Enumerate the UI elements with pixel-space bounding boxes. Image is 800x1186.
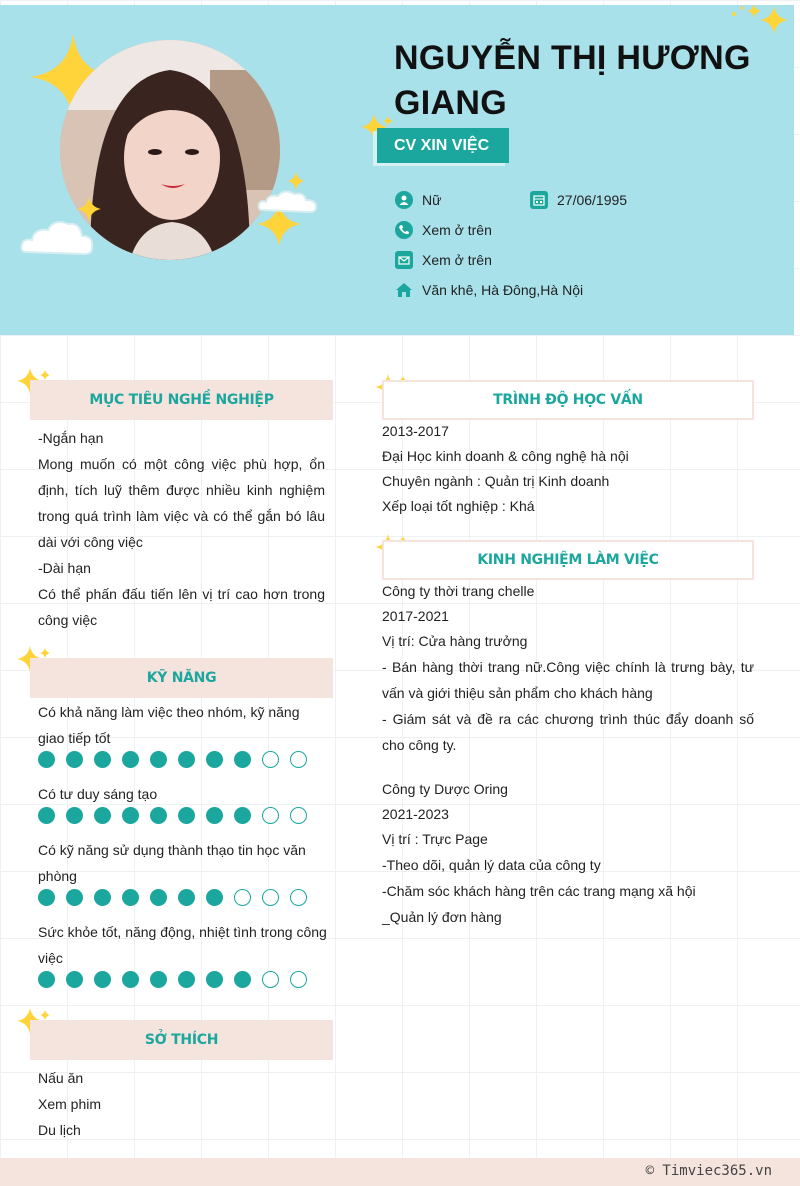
rating-dot-filled <box>122 971 139 988</box>
rating-dot-filled <box>206 971 223 988</box>
footer-credit: © Timviec365.vn <box>645 1163 772 1179</box>
education-content <box>382 419 754 519</box>
section-hobbies-title: SỞ THÍCH <box>30 1020 333 1060</box>
skill-4-label: Sức khỏe tốt, năng động, nhiệt tình trong công việc <box>38 924 327 966</box>
job-years: 2017-2021 <box>382 608 449 624</box>
info-email <box>395 250 492 270</box>
objective-content <box>38 425 325 633</box>
rating-dot-filled <box>122 889 139 906</box>
rating-dot-empty <box>234 889 251 906</box>
email-value: Xem ở trên <box>422 252 492 268</box>
section-education-title: TRÌNH ĐỘ HỌC VẤN <box>382 380 754 420</box>
objective-short-label: -Ngắn hạn <box>38 430 104 446</box>
candidate-name <box>394 36 774 126</box>
rating-dot-filled <box>178 807 195 824</box>
rating-dot-filled <box>38 889 55 906</box>
rating-dot-filled <box>66 751 83 768</box>
job-company: Công ty thời trang chelle <box>382 583 535 599</box>
info-phone <box>395 220 492 240</box>
skill-3-label: Có kỹ năng sử dụng thành thạo tin học văn phòng <box>38 842 306 884</box>
experience-job-1 <box>382 579 754 758</box>
gender-value: Nữ <box>422 192 442 208</box>
info-address <box>395 280 583 300</box>
hobby-item: Du lịch <box>38 1122 81 1138</box>
cv-tag: CV XIN VIỆC <box>377 128 509 163</box>
skill-3-rating <box>38 889 307 906</box>
hobby-item: Xem phim <box>38 1096 102 1112</box>
education-years: 2013-2017 <box>382 423 449 439</box>
objective-long-text: Có thể phấn đấu tiến lên vị trí cao hơn trong công việc <box>38 586 325 628</box>
skill-2-label: Có tư duy sáng tạo <box>38 786 158 802</box>
job-description: -Theo dõi, quản lý data của công ty <box>382 857 601 873</box>
job-company: Công ty Dược Oring <box>382 781 508 797</box>
rating-dot-filled <box>178 971 195 988</box>
rating-dot-filled <box>38 751 55 768</box>
info-gender <box>395 190 441 210</box>
education-grade: Xếp loại tốt nghiệp : Khá <box>382 498 535 514</box>
rating-dot-filled <box>94 807 111 824</box>
candidate-name-line-1: NGUYỄN THỊ HƯƠNG <box>394 39 751 77</box>
rating-dot-filled <box>234 751 251 768</box>
rating-dot-filled <box>66 889 83 906</box>
rating-dot-filled <box>94 971 111 988</box>
job-description: - Giám sát và đề ra các chương trình thúc đẩy doanh số cho công ty. <box>382 711 754 753</box>
section-experience-title: KINH NGHIỆM LÀM VIỆC <box>382 540 754 580</box>
rating-dot-empty <box>290 889 307 906</box>
rating-dot-filled <box>66 971 83 988</box>
sparkle-icon <box>724 4 794 36</box>
rating-dot-filled <box>234 807 251 824</box>
phone-icon <box>395 221 413 239</box>
header-scallop <box>0 300 794 340</box>
candidate-name-line-2: GIANG <box>394 84 507 122</box>
job-description: - Bán hàng thời trang nữ.Công việc chính là trưng bày, tư vấn và giới thiệu sản phẩm cho khách hàng <box>382 659 754 701</box>
skill-1-label: Có khả năng làm việc theo nhóm, kỹ năng giao tiếp tốt <box>38 704 300 746</box>
skill-1-rating <box>38 751 307 768</box>
rating-dot-filled <box>94 751 111 768</box>
hobbies-list <box>38 1065 328 1143</box>
rating-dot-filled <box>94 889 111 906</box>
address-value: Văn khê, Hà Đông,Hà Nội <box>422 282 584 298</box>
section-objective-title: MỤC TIÊU NGHỀ NGHIỆP <box>30 380 333 420</box>
rating-dot-filled <box>66 807 83 824</box>
job-description: -Chăm sóc khách hàng trên các trang mạng xã hội <box>382 883 696 899</box>
rating-dot-empty <box>290 807 307 824</box>
skill-4-rating <box>38 971 307 988</box>
rating-dot-empty <box>290 971 307 988</box>
skill-2-rating <box>38 807 307 824</box>
rating-dot-filled <box>178 751 195 768</box>
job-position: Vị trí : Trực Page <box>382 831 488 847</box>
rating-dot-filled <box>150 807 167 824</box>
rating-dot-filled <box>150 889 167 906</box>
hobby-item: Nấu ăn <box>38 1070 84 1086</box>
phone-value: Xem ở trên <box>422 222 492 238</box>
rating-dot-filled <box>206 751 223 768</box>
job-position: Vị trí: Cửa hàng trưởng <box>382 633 528 649</box>
footer-bar <box>0 1158 800 1186</box>
education-school: Đại Học kinh doanh & công nghệ hà nội <box>382 448 629 464</box>
dob-value: 27/06/1995 <box>557 192 628 208</box>
rating-dot-empty <box>262 971 279 988</box>
rating-dot-filled <box>38 971 55 988</box>
mail-icon <box>395 251 413 269</box>
calendar-icon <box>530 191 548 209</box>
job-years: 2021-2023 <box>382 806 449 822</box>
cloud-icon <box>18 212 98 262</box>
experience-job-2 <box>382 777 754 930</box>
rating-dot-empty <box>262 889 279 906</box>
rating-dot-filled <box>234 971 251 988</box>
home-icon <box>395 281 413 299</box>
job-description: _Quản lý đơn hàng <box>382 909 502 925</box>
rating-dot-filled <box>38 807 55 824</box>
info-dob <box>530 190 627 210</box>
rating-dot-filled <box>206 807 223 824</box>
section-skills-title: KỸ NĂNG <box>30 658 333 698</box>
objective-long-label: -Dài hạn <box>38 560 91 576</box>
rating-dot-filled <box>150 971 167 988</box>
rating-dot-filled <box>150 751 167 768</box>
education-major: Chuyên ngành : Quản trị Kinh doanh <box>382 473 610 489</box>
rating-dot-empty <box>290 751 307 768</box>
rating-dot-empty <box>262 751 279 768</box>
rating-dot-filled <box>178 889 195 906</box>
rating-dot-filled <box>122 807 139 824</box>
rating-dot-empty <box>262 807 279 824</box>
cloud-icon <box>256 186 320 216</box>
rating-dot-filled <box>122 751 139 768</box>
objective-short-text: Mong muốn có một công việc phù hợp, ổn định, tích luỹ thêm được nhiều kinh nghiệm trong quá trình làm việc và có thể gắn bó lâu dài với công việc <box>38 456 325 550</box>
rating-dot-filled <box>206 889 223 906</box>
person-icon <box>395 191 413 209</box>
